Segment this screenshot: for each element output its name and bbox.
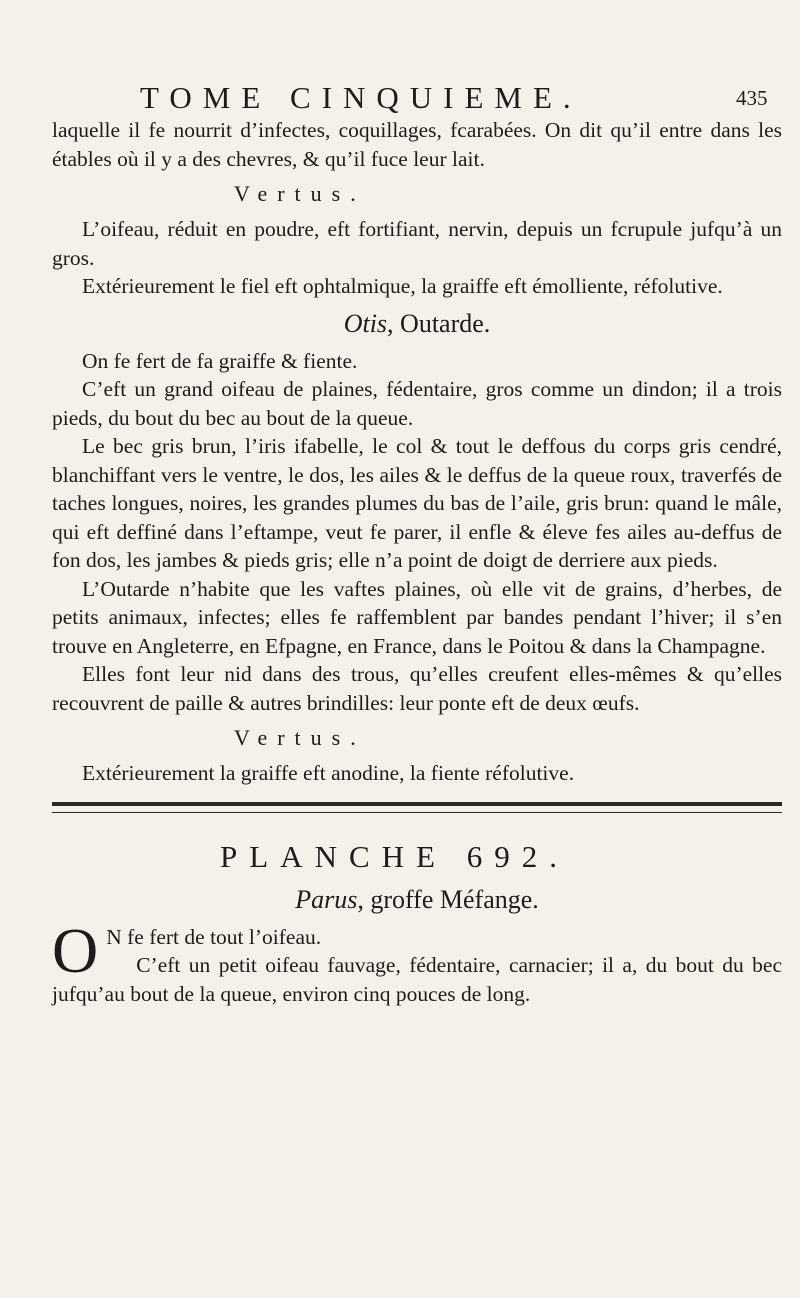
- vertus-2-paragraph-1: Extérieurement la graiffe eft anodine, la fiente réfolutive.: [82, 761, 575, 785]
- parus-latin-name: Parus: [295, 884, 358, 914]
- page-number: 435: [736, 86, 768, 110]
- otis-french-name: Outarde.: [400, 308, 491, 338]
- parus-text: [52, 914, 782, 1009]
- otis-heading: Otis, Outarde.: [343, 308, 491, 338]
- otis-paragraph-4: L’Outarde n’habite que les vaftes plaines, où elle vit de grains, d’herbes, de petits animaux, infectes; elles fe raffemblent par bandes pendant l’hiver; il s’en trouve en Angleterre, en Efpagne, en France, dans le Poitou & dans la Champagne.: [52, 576, 782, 658]
- drop-cap: O: [52, 914, 99, 986]
- otis-latin-name: Otis: [343, 308, 388, 338]
- parus-paragraph-2: C’eft un petit oifeau fauvage, fédentaire, carnacier; il a, du bout du bec jufqu’au bout de la queue, environ cinq pouces de long.: [52, 953, 782, 1006]
- plate-title: PLANCHE 692.: [220, 838, 569, 874]
- vertus-paragraph-1: L’oifeau, réduit en poudre, eft fortifiant, nervin, depuis un fcrupule jufqu’à un gros.: [52, 217, 782, 270]
- vertus-heading-2: Vertus.: [234, 725, 366, 750]
- otis-paragraph-2: C’eft un grand oifeau de plaines, fédentaire, gros comme un dindon; il a trois pieds, du bout du bec au bout de la queue.: [52, 377, 782, 430]
- otis-paragraph-3: Le bec gris brun, l’iris ifabelle, le col & tout le deffous du corps gris cendré, blanchiffant vers le ventre, le dos, les ailes & le deffus de la queue roux, traverfés de taches longues, noires, les grandes plumes du bas de l’aile, gris brun: quand le mâle, qui eft deffiné dans l’eftampe, veut fe parer, il enfle & éleve fes ailes au-deffus de fon dos, les jambes & pieds gris; elle n’a point de doigt de derriere aux pieds.: [52, 434, 782, 572]
- page-header: [0, 80, 800, 116]
- running-title: TOME CINQUIEME.: [140, 80, 582, 115]
- otis-paragraph-1: On fe fert de fa graiffe & fiente.: [82, 348, 358, 373]
- parus-heading: Parus, groffe Méfange.: [295, 884, 539, 914]
- otis-paragraph-5: Elles font leur nid dans des trous, qu’elles creufent elles-mêmes & qu’elles recouvrent de paille & autres brindilles: leur ponte eft de deux œufs.: [52, 662, 782, 715]
- section-divider: [52, 802, 782, 813]
- continuation-paragraph: laquelle il fe nourrit d’infectes, coquillages, fcarabées. On dit qu’il entre dans les étables où il y a des chevres, & qu’il fuce leur lait.: [52, 118, 782, 171]
- parus-paragraph-1: N fe fert de tout l’oifeau.: [106, 924, 322, 949]
- vertus-heading-1: Vertus.: [234, 181, 366, 206]
- page-body: [52, 116, 782, 1008]
- parus-french-name: groffe Méfange.: [370, 884, 539, 914]
- vertus-paragraph-2: Extérieurement le fiel eft ophtalmique, la graiffe eft émolliente, réfolutive.: [82, 274, 723, 298]
